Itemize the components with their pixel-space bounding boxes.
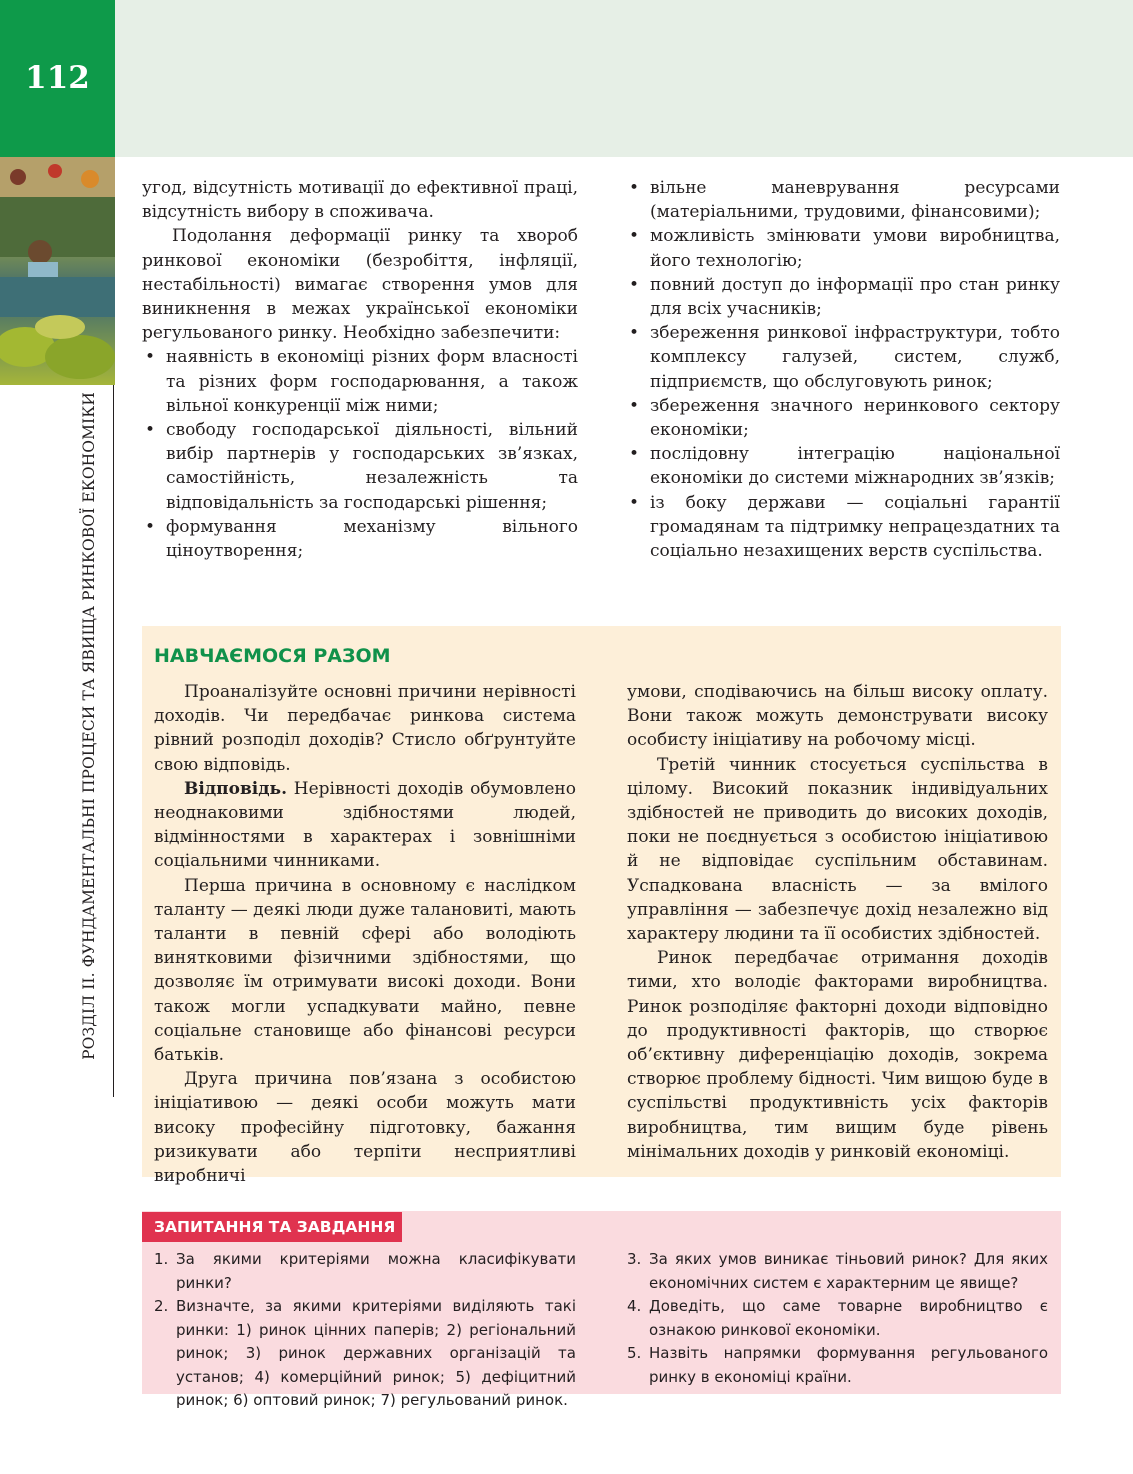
list-item-text: повний доступ до інформації про стан ринку для всіх учасників;	[650, 274, 1060, 320]
list-item	[626, 491, 1060, 564]
questions-list	[627, 1248, 1048, 1389]
list-item-text: вільне маневрування ресурсами (матеріальними, трудовими, фінансовими);	[650, 178, 1060, 223]
questions-list	[154, 1248, 576, 1413]
paragraph: Друга причина пов’язана з особистою ініціативою — деякі особи можуть мати високу професійну підготовку, бажання ризикувати або терпіти несприятливі виробничі	[154, 1069, 576, 1187]
question-text: За яких умов виникає тіньовий ринок? Для яких економічних систем є характерним це явище?	[649, 1250, 1048, 1292]
list-item	[142, 345, 578, 418]
main-left-column	[142, 176, 578, 563]
question-text: Визначте, за якими критеріями виділяють такі ринки: 1) ринок цінних паперів; 2) регіональний ринок; 3) ринок державних організацій та установ; 4) комерційний ринок; 5) дефіцитний ринок; 6) оптовий ринок; 7) регульований ринок.	[176, 1297, 576, 1409]
question-item	[627, 1295, 1048, 1342]
question-paragraph: Проаналізуйте основні причини нерівності доходів. Чи передбачає ринкова система рівний розподіл доходів? Стисло обґрунтуйте свою відповідь.	[154, 682, 576, 775]
bullet-icon: •	[629, 226, 640, 247]
market-photo	[0, 157, 115, 385]
list-item-text: збереження значного неринкового сектору економіки;	[650, 395, 1060, 441]
question-number: 4.	[627, 1297, 642, 1315]
learn-left-column	[154, 680, 576, 1188]
list-item-text: можливість змінювати умови виробництва, його технологію;	[650, 226, 1060, 271]
bullet-list	[142, 345, 578, 563]
list-item	[142, 515, 578, 563]
side-rule	[113, 385, 114, 1097]
page-number: 112	[25, 60, 90, 96]
question-number: 1.	[154, 1250, 169, 1268]
bullet-icon: •	[145, 420, 156, 441]
list-item	[626, 321, 1060, 394]
learn-together-title: НАВЧАЄМОСЯ РАЗОМ	[154, 645, 391, 667]
bullet-icon: •	[629, 274, 640, 295]
paragraph: Перша причина в основному є наслідком таланту — деякі люди дуже талановиті, мають таланти в певній сфері або володіють винятковими фізичними здібностями, що дозволяє їм отримувати високі доходи. Вони також могли успадкувати майно, певне соціальне становище або фінансові ресурси батьків.	[154, 875, 576, 1066]
question-text: Назвіть напрямки формування регульованого ринку в економіці країни.	[649, 1344, 1048, 1386]
list-item	[626, 394, 1060, 442]
answer-text: Нерівності доходів обумовлено неоднаковими здібностями людей, відмінностями в характерах і зовнішніми соціальними чинниками.	[154, 778, 576, 872]
header-band	[115, 0, 1133, 157]
bullet-icon: •	[629, 178, 640, 198]
bullet-icon: •	[629, 395, 640, 416]
answer-label: Відповідь.	[184, 778, 287, 799]
list-item	[626, 224, 1060, 272]
list-item-text: формування механізму вільного ціноутворення;	[166, 516, 578, 562]
bullet-icon: •	[145, 516, 156, 537]
paragraph: Ринок передбачає отримання доходів тими, хто володіє факторами виробництва. Ринок розподіляє факторні доходи відповідно до продуктивності факторів, що створює об’єктивну диференціацію доходів, зокрема створює проблему бідності. Чим вищою буде в суспільстві продуктивність усіх факторів виробництва, тим вищим буде рівень мінімальних доходів у ринковій економіці.	[627, 948, 1048, 1162]
list-item-text: наявність в економіці різних форм власності та різних форм господарювання, а також вільної конкуренції між ними;	[166, 347, 578, 416]
question-text: Доведіть, що саме товарне виробництво є ознакою ринкової економіки.	[649, 1297, 1048, 1339]
question-text: За якими критеріями можна класифікувати ринки?	[176, 1250, 576, 1292]
bullet-icon: •	[629, 492, 640, 513]
questions-right-column	[627, 1248, 1048, 1389]
list-item-text: збереження ринкової інфраструктури, тобто комплексу галузей, систем, служб, підприємств, що обслуговують ринок;	[650, 323, 1060, 392]
main-right-column	[626, 176, 1060, 563]
paragraph: угод, відсутність мотивації до ефективної праці, відсутність вибору в споживача.	[142, 178, 578, 223]
paragraph: Подолання деформації ринку та хвороб ринкової економіки (безробіття, інфляції, нестабільності) вимагає створення умов для виникнення в межах української економіки регульованого ринку. Необхідно забезпечити:	[142, 226, 578, 344]
list-item-text: послідовну інтеграцію національної економіки до системи міжнародних зв’язків;	[650, 444, 1060, 489]
question-item	[154, 1295, 576, 1413]
list-item	[626, 273, 1060, 321]
questions-left-column	[154, 1248, 576, 1413]
list-item-text: свободу господарської діяльності, вільний вибір партнерів у господарських зв’язках, самостійність, незалежність та відповідальність за господарські рішення;	[166, 420, 578, 513]
bullet-icon: •	[629, 444, 640, 465]
answer-paragraph	[154, 777, 576, 874]
market-photo-illustration	[0, 157, 115, 385]
bullet-list	[626, 176, 1060, 563]
question-item	[627, 1342, 1048, 1389]
list-item	[142, 418, 578, 515]
list-item	[626, 176, 1060, 224]
paragraph: умови, сподіваючись на більш високу оплату. Вони також можуть демонструвати високу особисту ініціативу на робочому місці.	[627, 682, 1048, 751]
bullet-icon: •	[145, 347, 156, 368]
questions-title: ЗАПИТАННЯ ТА ЗАВДАННЯ	[142, 1212, 402, 1242]
paragraph: Третій чинник стосується суспільства в цілому. Високий показник індивідуальних здібностей не приводить до високих доходів, поки не поєднується з особистою ініціативою й не відповідає суспільним обставинам. Успадкована власність — за вмілого управління — забезпечує дохід незалежно від характеру людини та її особистих здібностей.	[627, 754, 1048, 945]
list-item	[626, 442, 1060, 490]
bullet-icon: •	[629, 323, 640, 344]
question-number: 5.	[627, 1344, 642, 1362]
side-section-heading: РОЗДІЛ II. ФУНДАМЕНТАЛЬНІ ПРОЦЕСИ ТА ЯВИЩА РИНКОВОЇ ЕКОНОМІКИ	[80, 392, 98, 1060]
question-number: 2.	[154, 1297, 169, 1315]
question-number: 3.	[627, 1250, 642, 1268]
question-item	[627, 1248, 1048, 1295]
learn-right-column	[627, 680, 1048, 1164]
list-item-text: із боку держави — соціальні гарантії громадянам та підтримку непрацездатних та соціально незахищених верств суспільства.	[650, 492, 1060, 562]
question-item	[154, 1248, 576, 1295]
